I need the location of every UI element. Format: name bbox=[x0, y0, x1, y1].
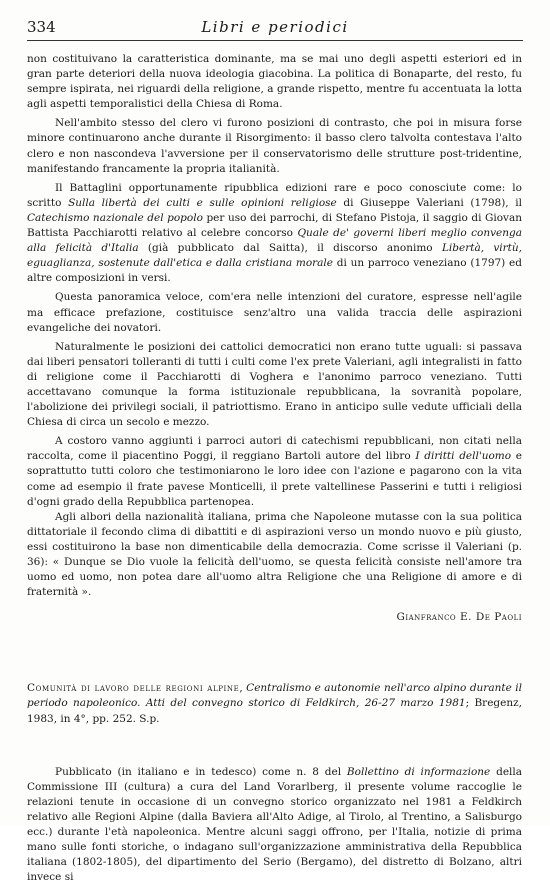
review-author: Comunità di lavoro delle regioni alpine bbox=[27, 682, 240, 695]
title-italic: Libertà, virtù, eguaglianza, sostenute dall'etica e dalla cristiana morale bbox=[27, 242, 522, 270]
header-rule bbox=[27, 40, 523, 41]
review-heading: Comunità di lavoro delle regioni alpine, Centralismo e autonomie nell'arco alpino durante il periodo napoleonico. Atti del convegno storico di Feldkirch, 26-27 marzo 1981; Bregenz, 1983, in 4°, pp. 252. S.p. bbox=[27, 682, 522, 725]
author-signature: Gianfranco E. De Paoli bbox=[396, 611, 522, 624]
paragraph: non costituivano la caratteristica dominante, ma se mai uno degli aspetti esteriori ed in gran parte deteriori della nuova ideologia giacobina. La politica di Bonaparte, del resto, fu sempre ispirata, nei riguardi della religione, a grande rispetto, mentre fu accentuata la lotta agli aspetti temporalistici della Chiesa di Roma. bbox=[27, 53, 522, 111]
title-italic: Quale de' governi liberi meglio convenga alla felicità d'Italia bbox=[27, 227, 522, 255]
paragraph bbox=[27, 434, 522, 509]
text-run: Il Battaglini opportunamente ripubblica edizioni rare e poco conosciute come: lo scritto bbox=[27, 181, 522, 209]
text-run: per uso dei parrochi, di Stefano Pistoja, il saggio di Giovan Battista Pacchiarotti relativo al celebre concorso bbox=[27, 211, 522, 240]
text-run: di Giuseppe Valeriani (1798), il bbox=[336, 196, 523, 209]
review-imprint: ; Bregenz, 1983, in 4°, pp. 252. S.p. bbox=[27, 697, 522, 725]
page-number: 334 bbox=[27, 18, 56, 36]
title-italic: Sulla libertà dei culti e sulle opinioni religiose bbox=[68, 196, 337, 209]
page-body bbox=[27, 52, 522, 885]
paragraph bbox=[27, 181, 522, 287]
review-title: Centralismo e autonomie nell'arco alpino durante il periodo napoleonico. Atti del convegno storico di Feldkirch, 26-27 marzo 1981 bbox=[27, 682, 522, 710]
title-italic: Bollettino di informazione bbox=[346, 765, 491, 778]
running-header bbox=[27, 14, 523, 42]
paragraph: Agli albori della nazionalità italiana, prima che Napoleone mutasse con la sua politica dittatoriale il fecondo clima di dibattiti e di aspirazioni verso un mondo nuovo e più giusto, essi costituirono la base non dimenticabile della democrazia. Come scrisse il Valeriani (p. 36): « Dunque se Dio vuole la felicità dell'uomo, se questa felicità consiste nell'amore tra uomo ed uomo, non potea dare all'uomo altra Religione che una Religione di amore e di fraternità ». bbox=[27, 510, 522, 599]
text-run: Pubblicato (in italiano e in tedesco) come n. 8 del bbox=[55, 765, 347, 778]
title-italic: Catechismo nazionale del popolo bbox=[27, 211, 203, 224]
paragraph: Naturalmente le posizioni dei cattolici democratici non erano tutte uguali: si passava dai liberi pensatori tolleranti di tutti i culti come l'ex prete Valeriani, agli integralisti in fatto di religione come il Pacchiarotti di Voghera e l'anonimo parroco veneziano. Tutti accettavano comunque la forma istituzionale repubblicana, la sovranità popolare, l'abolizione dei privilegi sociali, il patriottismo. Erano in anticipo sulle vedute ufficiali della Chiesa di circa un secolo e mezzo. bbox=[27, 340, 522, 429]
text-run: e soprattutto tutti coloro che testimoniarono le loro idee con l'azione e pagarono con la vita come ad esempio il frate pavese Monticelli, il prete valtellinese Passerini e tutti i religiosi d'ogni grado della Repubblica partenopea. bbox=[27, 450, 522, 508]
running-title: Libri e periodici bbox=[201, 18, 349, 36]
text-run: (già pubblicato dal Saitta), il discorso anonimo bbox=[138, 242, 442, 255]
text-run: A costoro vanno aggiunti i parroci autori di catechismi repubblicani, non citati nella raccolta, come il piacentino Poggi, il reggiano Bartoli autore del libro bbox=[27, 435, 522, 463]
paragraph: Nell'ambito stesso del clero vi furono posizioni di contrasto, che poi in misura forse minore continuarono anche durante il Risorgimento: il basso clero talvolta contestava l'alto clero e non nascondeva l'avversione per il conservatorismo delle strutture post-tridentine, manifestando francamente la propria italianità. bbox=[27, 117, 522, 175]
text-run: della Commissione III (cultura) a cura del Land Vorarlberg, il presente volume raccoglie le relazioni tenute in occasione di un convegno storico organizzato nel 1981 a Feldkirch relativo alle Regioni Alpine (dalla Baviera all'Alto Adige, al Tirolo, al Trentino, a Salisburgo ecc.) durante l'età napoleonica. Mentre alcuni saggi offrono, per l'Italia, notizie di prima mano sulle fonti storiche, o indagano sull'organizzazione amministrativa della Repubblica italiana (1802-1805), del dipartimento del Serio (Bergamo), del distretto di Bolzano, altri invece si bbox=[27, 765, 523, 884]
text-run: di un parroco veneziano (1797) ed altre composizioni in versi. bbox=[27, 257, 522, 285]
paragraph: Questa panoramica veloce, com'era nelle intenzioni del curatore, espresse nell'agile ma efficace prefazione, costituisce senz'altro una valida traccia delle aspirazioni evangeliche dei novatori. bbox=[27, 291, 522, 334]
title-italic: I diritti dell'uomo bbox=[415, 450, 512, 463]
